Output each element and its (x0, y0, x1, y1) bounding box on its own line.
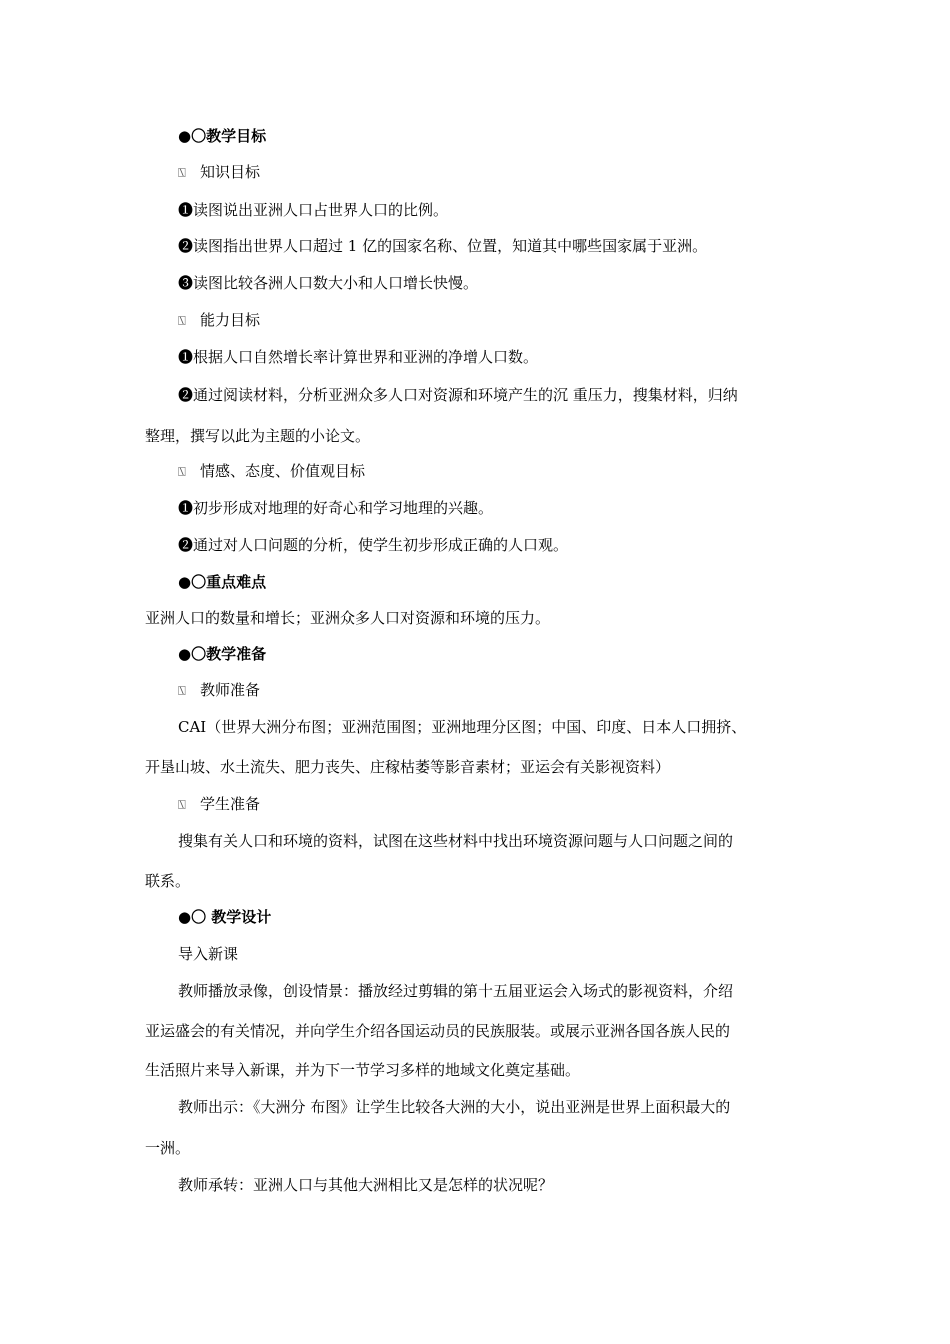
paragraph-line: 开垦山坡、水土流失、肥力丧失、庄稼枯萎等影音素材；亚运会有关影视资料） (145, 758, 671, 776)
paragraph-line: 教师承转：亚洲人口与其他大洲相比又是怎样的状况呢？ (178, 1176, 554, 1194)
subheading-student-prep (178, 794, 260, 816)
section-heading-teaching-goals: ●〇教学目标 (178, 127, 267, 145)
goal-item: ❷通过阅读材料，分析亚洲众多人口对资源和环境产生的沉 重压力，搜集材料，归纳 (178, 386, 738, 404)
paragraph-line: 教师出示：《大洲分 布图》让学生比较各大洲的大小，说出亚洲是世界上面积最大的 (178, 1098, 731, 1116)
subheading-emotion (178, 461, 365, 483)
subheading-knowledge (178, 162, 260, 184)
goal-item: ❶初步形成对地理的好奇心和学习地理的兴趣。 (178, 499, 494, 517)
goal-item: ❸读图比较各洲人口数大小和人口增长快慢。 (178, 274, 479, 292)
paragraph-line: 教师播放录像，创设情景：播放经过剪辑的第十五届亚运会入场式的影视资料，介绍 (178, 982, 734, 1000)
pen-icon: ⍂ (178, 166, 186, 181)
section-heading-preparation: ●〇教学准备 (178, 645, 267, 663)
paragraph-line: 生活照片来导入新课，并为下一节学习多样的地域文化奠定基础。 (145, 1061, 581, 1079)
pen-icon: ⍂ (178, 314, 186, 329)
subheading-label: 教师准备 (200, 681, 261, 699)
section-heading-design: ●〇 教学设计 (178, 908, 272, 926)
subheading-label: 情感、态度、价值观目标 (200, 462, 366, 480)
section-heading-key-points: ●〇重点难点 (178, 573, 267, 591)
subheading-ability (178, 310, 260, 332)
subheading-label: 能力目标 (200, 311, 261, 329)
pen-icon: ⍂ (178, 798, 186, 813)
subheading-label: 知识目标 (200, 163, 261, 181)
goal-item-continuation: 整理，撰写以此为主题的小论文。 (145, 427, 371, 445)
paragraph-line: 搜集有关人口和环境的资料，试图在这些材料中找出环境资源问题与人口问题之间的 (178, 832, 734, 850)
pen-icon: ⍂ (178, 684, 186, 699)
subheading-teacher-prep (178, 680, 260, 702)
goal-item: ❶读图说出亚洲人口占世界人口的比例。 (178, 201, 449, 219)
intro-label: 导入新课 (178, 945, 239, 963)
goal-item: ❷通过对人口问题的分析，使学生初步形成正确的人口观。 (178, 536, 569, 554)
key-points-text: 亚洲人口的数量和增长；亚洲众多人口对资源和环境的压力。 (145, 609, 551, 627)
paragraph-line: 联系。 (145, 872, 191, 890)
goal-item: ❶根据人口自然增长率计算世界和亚洲的净增人口数。 (178, 348, 539, 366)
paragraph-line: CAI（世界大洲分布图；亚洲范围图；亚洲地理分区图；中国、印度、日本人口拥挤、 (178, 718, 747, 736)
paragraph-line: 亚运盛会的有关情况，并向学生介绍各国运动员的民族服装。或展示亚洲各国各族人民的 (145, 1022, 731, 1040)
pen-icon: ⍂ (178, 465, 186, 480)
goal-item: ❷读图指出世界人口超过 1 亿的国家名称、位置，知道其中哪些国家属于亚洲。 (178, 237, 708, 255)
paragraph-line: 一洲。 (145, 1139, 191, 1157)
subheading-label: 学生准备 (200, 795, 261, 813)
